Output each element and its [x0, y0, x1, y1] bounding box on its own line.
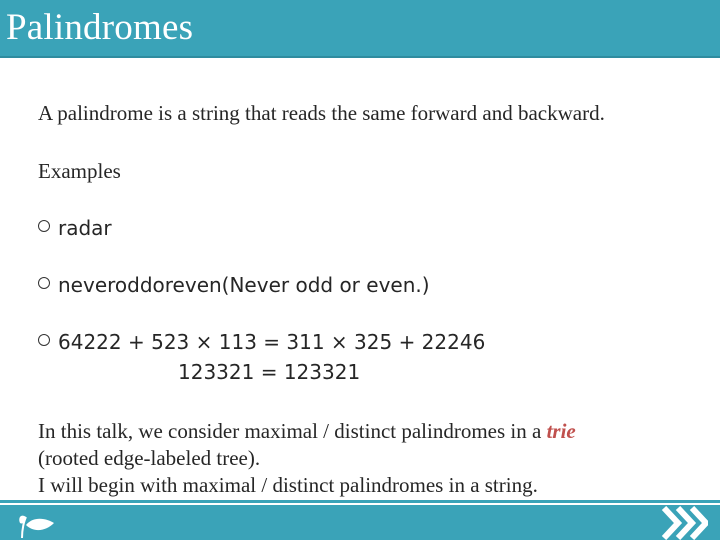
example-item [38, 273, 430, 297]
talk-line-2: (rooted edge-labeled tree). [38, 446, 261, 470]
intro-text: A palindrome is a string that reads the same forward and backward. [38, 101, 605, 125]
talk-line-1-prefix: In this talk, we consider maximal / distinct palindromes in a [38, 419, 547, 443]
bullet-ring-icon [38, 220, 50, 232]
trie-emphasis: trie [546, 419, 576, 443]
title-bar [0, 0, 720, 58]
next-chevrons-icon[interactable] [660, 506, 708, 540]
example-math-result: 123321 = 123321 [178, 360, 361, 384]
example-text: 64222 + 523 × 113 = 311 × 325 + 22246 [58, 330, 486, 354]
bullet-ring-icon [38, 277, 50, 289]
footer-line [0, 500, 720, 503]
talk-paragraph [38, 418, 576, 499]
example-text: neveroddoreven(Never odd or even.) [58, 273, 430, 297]
footer-bar [0, 505, 720, 540]
example-text: radar [58, 216, 112, 240]
talk-line-1 [38, 418, 576, 445]
leaf-icon [16, 507, 56, 539]
examples-heading: Examples [38, 159, 121, 183]
example-item [38, 216, 112, 240]
slide-title: Palindromes [6, 7, 194, 48]
talk-line-3: I will begin with maximal / distinct palindromes in a string. [38, 473, 538, 497]
example-item [38, 330, 485, 354]
bullet-ring-icon [38, 334, 50, 346]
